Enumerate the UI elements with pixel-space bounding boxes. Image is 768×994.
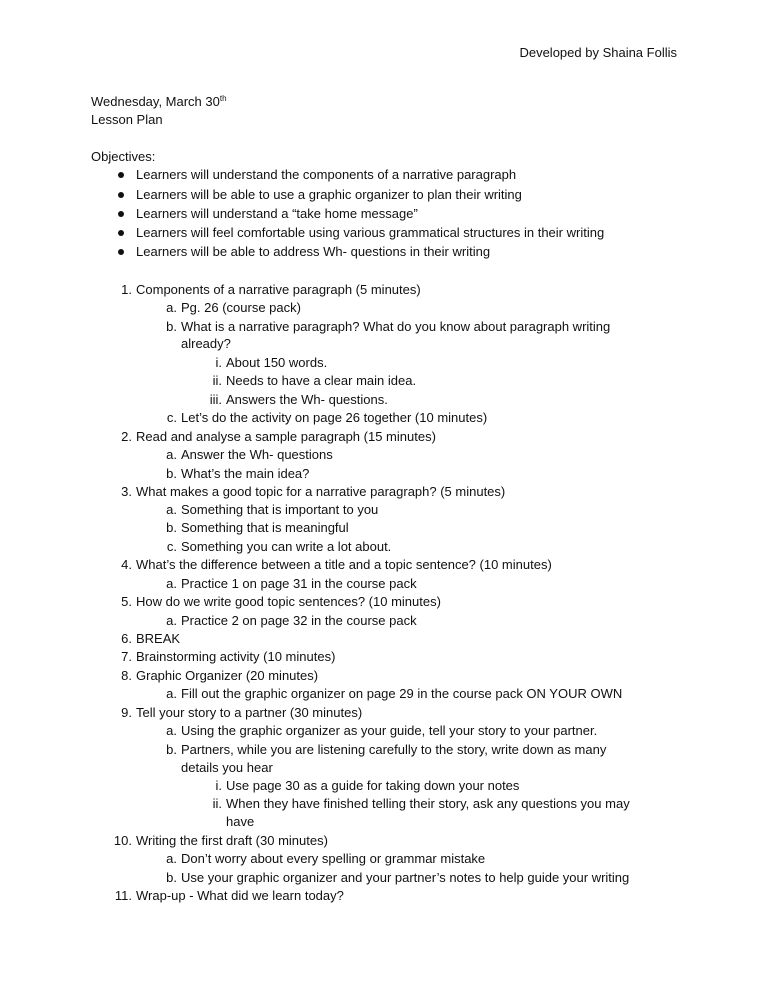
activity-subitem: b. Partners, while you are listening carefully to the story, write down as many [166,742,607,757]
lesson-date-text: Wednesday, March 30 [91,94,220,109]
activity-subitem-continuation: details you hear [181,760,273,775]
activity-item: 10. Writing the first draft (30 minutes) [113,833,328,848]
activity-subitem: a. Answer the Wh- questions [166,447,333,462]
lesson-date-suffix: th [219,94,227,103]
bullet-icon [118,211,124,217]
activity-subitem: b. Use your graphic organizer and your partner’s notes to help guide your writing [166,870,630,885]
activity-subitem: a. Practice 2 on page 32 in the course pack [166,613,417,628]
activity-detail: i. Use page 30 as a guide for taking down your notes [215,778,520,793]
activity-detail: i. About 150 words. [215,355,328,370]
activity-item: 9. Tell your story to a partner (30 minutes) [121,705,363,720]
activity-detail-continuation: have [226,814,255,829]
bullet-icon [118,249,124,255]
activity-detail: ii. When they have finished telling their story, ask any questions you may [212,796,630,811]
activity-item: 7. Brainstorming activity (10 minutes) [121,649,336,664]
activity-item: 8. Graphic Organizer (20 minutes) [121,668,319,683]
activity-item: 11. Wrap-up - What did we learn today? [114,888,344,903]
activity-subitem: a. Fill out the graphic organizer on page 29 in the course pack ON YOUR OWN [166,686,623,701]
activity-subitem: b. Something that is meaningful [166,520,349,535]
activity-subitem: a. Don’t worry about every spelling or grammar mistake [166,851,486,866]
activity-item: 4. What’s the difference between a title and a topic sentence? (10 minutes) [121,557,552,572]
lesson-date [91,93,227,111]
document-page: Developed by Shaina Follis Wednesday, March 30th Lesson Plan Objectives: Learners will understand the components of a narrative paragraph Learners will be able to use a graphic organizer to plan their writing Learners will understand a “take home message” Learners will feel comfortable using various grammatical structures in their writing Learners will be able to address Wh- questions in their writing 1. Components of a narrative paragraph (5 minutes) a. Pg. 26 (course pack) b. What is a narrative paragraph? What do you know about paragraph writing already? i. About 150 words. ii. Needs to have a clear main idea. iii. Answers the Wh- questions. c. Let’s do the activity on page 26 together (10 minutes) 2. Read and analyse a sample paragraph (15 minutes) a. Answer the Wh- questions b. What’s the main idea? 3. What makes a good topic for a narrative paragraph? (5 minutes) a. Something that is important to you b. Something that is meaningful c. Something you can write a lot about. 4. What’s the difference between a title and a topic sentence? (10 minutes) a. Practice 1 on page 31 in the course pack 5. How do we write good topic sentences? (10 minutes) a. Practice 2 on page 32 in the course pack 6. BREAK 7. Brainstorming activity (10 minutes) 8. Graphic Organizer (20 minutes) a. Fill out the graphic organizer on page 29 in the course pack ON YOUR OWN 9. Tell your story to a partner (30 minutes) a. Using the graphic organizer as your guide, tell your story to your partner. b. Partners, while you are listening carefully to the story, write down as many details you hear i. Use page 30 as a guide for taking down your notes ii. When they have finished telling their story, ask any questions you may have 10. Writing the first draft (30 minutes) a. Don’t worry about every spelling or grammar mistake b. Use your graphic organizer and your partner’s notes to help guide your writing 11. Wrap-up - What did we learn today? [0,0,768,994]
document-type: Lesson Plan [91,112,163,127]
activity-item: 5. How do we write good topic sentences? (10 minutes) [121,594,441,609]
bullet-icon [118,172,124,178]
activity-item: 1. Components of a narrative paragraph (5 minutes) [121,282,421,297]
activity-subitem: a. Something that is important to you [166,502,379,517]
activity-subitem: b. What is a narrative paragraph? What do you know about paragraph writing [166,319,611,334]
activity-subitem: a. Using the graphic organizer as your guide, tell your story to your partner. [166,723,598,738]
bullet-icon [118,192,124,198]
activity-detail: iii. Answers the Wh- questions. [209,392,388,407]
bullet-icon [118,230,124,236]
activity-subitem: c. Let’s do the activity on page 26 together (10 minutes) [166,410,488,425]
activity-subitem: a. Practice 1 on page 31 in the course pack [166,576,417,591]
activity-item: 3. What makes a good topic for a narrative paragraph? (5 minutes) [121,484,506,499]
objectives-heading: Objectives: [91,149,156,164]
activity-subitem: c. Something you can write a lot about. [166,539,392,554]
activity-subitem: b. What’s the main idea? [166,466,310,481]
activity-item: 2. Read and analyse a sample paragraph (15 minutes) [121,429,436,444]
activity-subitem-continuation: already? [181,336,231,351]
activity-subitem: a. Pg. 26 (course pack) [166,300,301,315]
activity-detail: ii. Needs to have a clear main idea. [212,373,417,388]
activity-item: 6. BREAK [121,631,181,646]
developer-credit: Developed by Shaina Follis [519,45,677,60]
